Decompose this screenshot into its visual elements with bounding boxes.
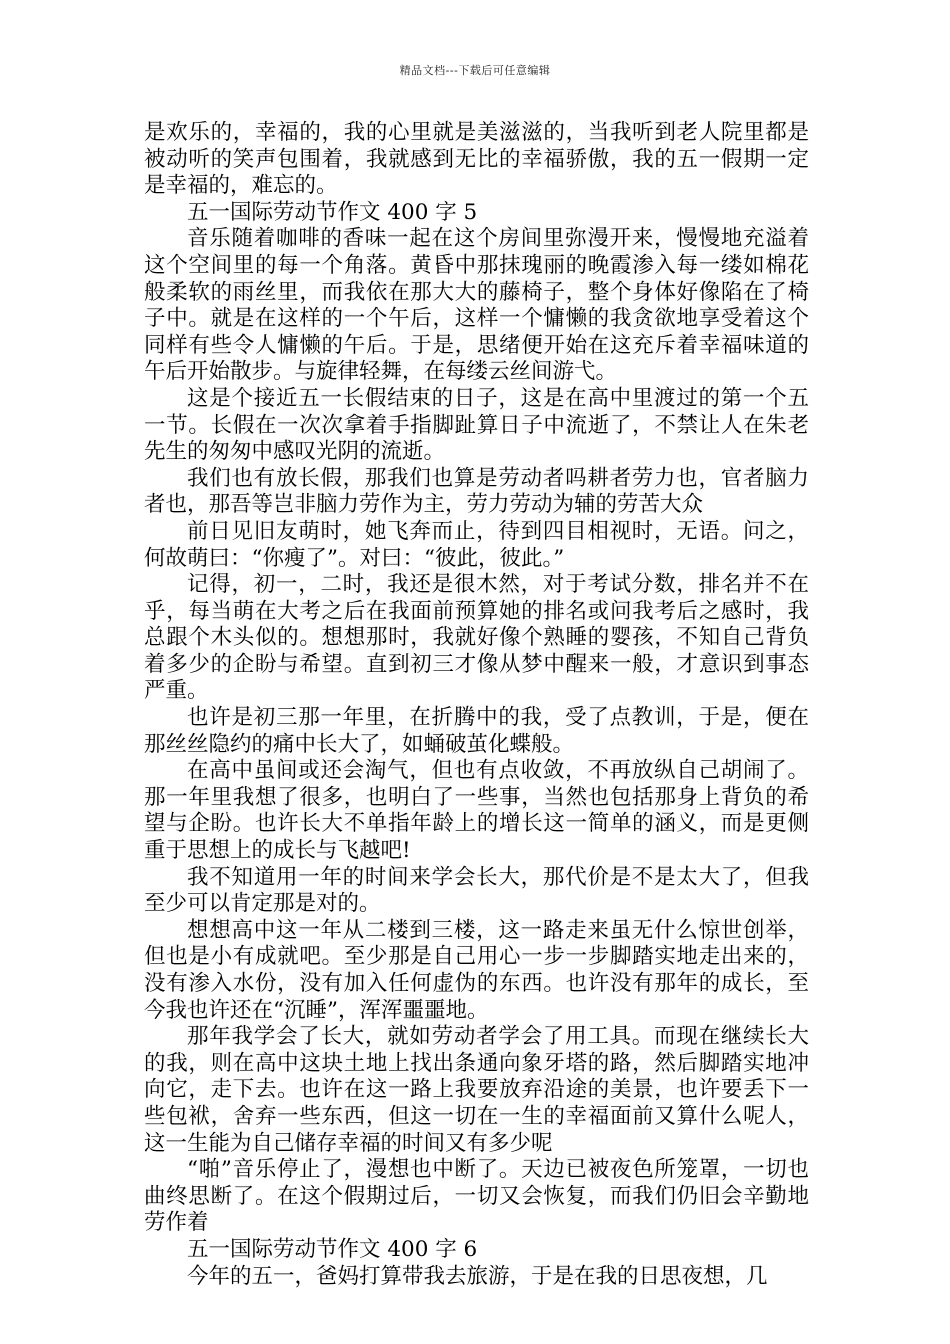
page-header: 精品文档---下载后可任意编辑 xyxy=(399,64,551,77)
paragraph: 那年我学会了长大，就如劳动者学会了用工具。而现在继续长大的我，则在高中这块土地上找出条通向象牙塔的路，然后脚踏实地冲向它，走下去。也许在这一路上我要放弃沿途的美景，也许要丢下一些包袱，舍弃一些东西，但这一切在一生的幸福面前又算什么呢人，这一生能为自己储存幸福的时间又有多少呢 xyxy=(144,1024,809,1156)
paragraph: 前日见旧友萌时，她飞奔而止，待到四目相视时，无语。问之，何故萌曰：“你瘦了”。对曰：“彼此，彼此。” xyxy=(144,518,809,571)
paragraph: 这是个接近五一长假结束的日子，这是在高中里渡过的第一个五一节。长假在一次次拿着手指脚趾算日子中流逝了，不禁让人在朱老先生的匆匆中感叹光阴的流逝。 xyxy=(144,385,809,465)
paragraph: 记得，初一，二时，我还是很木然，对于考试分数，排名并不在乎，每当萌在大考之后在我面前预算她的排名或问我考后之感时，我总跟个木头似的。想想那时，我就好像个熟睡的婴孩，不知自己背负着多少的企盼与希望。直到初三才像从梦中醒来一般，才意识到事态严重。 xyxy=(144,572,809,704)
document-body xyxy=(144,120,809,1290)
paragraph: 今年的五一，爸妈打算带我去旅游，于是在我的日思夜想，几 xyxy=(187,1263,768,1289)
paragraph: 我不知道用一年的时间来学会长大，那代价是不是太大了，但我至少可以肯定那是对的。 xyxy=(144,864,809,917)
paragraph: 也许是初三那一年里，在折腾中的我，受了点教训，于是，便在那丝丝隐约的痛中长大了，如蛹破茧化蝶般。 xyxy=(144,705,809,757)
paragraph: 想想高中这一年从二楼到三楼，这一路走来虽无什么惊世创举，但也是小有成就吧。至少那是自己用心一步一步脚踏实地走出来的，没有渗入水份，没有加入任何虚伪的东西。也许没有那年的成长，至今我也许还在“沉睡”，浑浑噩噩地。 xyxy=(144,917,809,1023)
paragraph: 在高中虽间或还会淘气，但也有点收敛，不再放纵自己胡闹了。那一年里我想了很多，也明白了一些事，当然也包括那身上背负的希望与企盼。也许长大不单指年龄上的增长这一简单的涵义，而是更侧重于思想上的成长与飞越吧! xyxy=(144,758,809,864)
paragraph: 是欢乐的，幸福的，我的心里就是美滋滋的，当我听到老人院里都是被动听的笑声包围着，我就感到无比的幸福骄傲，我的五一假期一定是幸福的，难忘的。 xyxy=(144,120,809,199)
paragraph: 我们也有放长假，那我们也算是劳动者吗耕者劳力也，官者脑力者也，那吾等岂非脑力劳作为主，劳力劳动为辅的劳苦大众 xyxy=(144,465,809,518)
paragraph: 五一国际劳动节作文 400 字 6 xyxy=(187,1236,478,1262)
paragraph: 五一国际劳动节作文 400 字 5 xyxy=(187,199,478,225)
paragraph: “啪”音乐停止了，漫想也中断了。天边已被夜色所笼罩，一切也曲终思断了。在这个假期过后，一切又会恢复，而我们仍旧会辛勤地劳作着 xyxy=(144,1157,809,1236)
paragraph: 音乐随着咖啡的香味一起在这个房间里弥漫开来，慢慢地充溢着这个空间里的每一个角落。黄昏中那抹瑰丽的晚霞渗入每一缕如棉花般柔软的雨丝里，而我依在那大大的藤椅子，整个身体好像陷在了椅子中。就是在这样的一个午后，这样一个慵懒的我贪欲地享受着这个同样有些令人慵懒的午后。于是，思绪便开始在这充斥着幸福味道的午后开始散步。与旋律轻舞，在每缕云丝间游弋。 xyxy=(144,226,809,385)
